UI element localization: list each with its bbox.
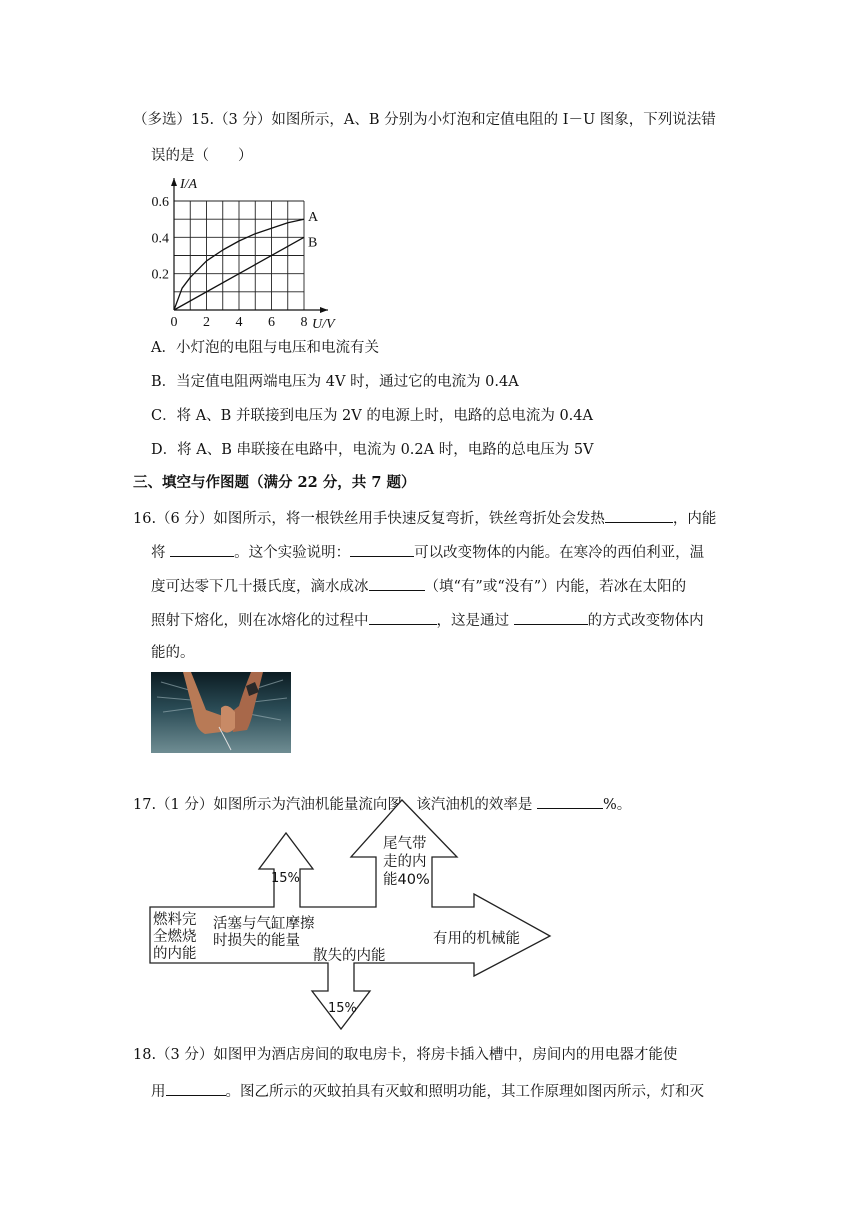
series-label-a: A bbox=[308, 210, 319, 226]
dissipated-heat-label: 散失的内能 bbox=[313, 948, 386, 964]
iu-chart bbox=[140, 172, 370, 332]
q18-line2 bbox=[151, 1080, 704, 1102]
q17-text-a: 17.（1 分）如图所示为汽油机能量流向图，该汽油机的效率是 bbox=[133, 797, 538, 813]
input-energy-line3: 的内能 bbox=[153, 946, 197, 962]
dissipated-heat-percent: 15% bbox=[328, 1001, 357, 1016]
answer-blank[interactable] bbox=[166, 1080, 226, 1096]
friction-loss-line1: 活塞与气缸摩擦 bbox=[213, 916, 315, 932]
q16-text-4b: ，这是通过 bbox=[436, 613, 514, 629]
q15-stem-line1: （多选）15.（3 分）如图所示，A、B 分别为小灯泡和定值电阻的 I－U 图象，下列说法错 bbox=[133, 112, 716, 128]
q16-line3 bbox=[151, 575, 686, 597]
x-tick-label: 8 bbox=[300, 315, 308, 330]
y-tick-label: 0.2 bbox=[151, 267, 169, 283]
q16-text-2a: 将 bbox=[151, 545, 171, 561]
answer-blank[interactable] bbox=[369, 575, 425, 591]
q16-line1 bbox=[133, 507, 716, 529]
answer-blank[interactable] bbox=[514, 609, 588, 625]
q16-text-4a: 照射下熔化，则在冰熔化的过程中 bbox=[151, 613, 369, 629]
y-axis-label: I/A bbox=[180, 177, 198, 192]
x-tick-label: 6 bbox=[268, 315, 275, 330]
q15-option-b: B．当定值电阻两端电压为 4V 时，通过它的电流为 0.4A bbox=[151, 374, 519, 390]
chart-axes bbox=[171, 178, 328, 313]
energy-flow-diagram bbox=[140, 795, 560, 1035]
q15-stem-line2: 误的是（ ） bbox=[151, 148, 253, 164]
x-axis-label: U/V bbox=[312, 317, 335, 332]
exhaust-loss-line1: 尾气带 bbox=[383, 836, 427, 852]
q16-text-4c: 的方式改变物体内 bbox=[587, 613, 704, 629]
answer-blank[interactable] bbox=[170, 541, 234, 557]
q16-text-2c: 可以改变物体的内能。在寒冷的西伯利亚，温 bbox=[414, 545, 705, 561]
wire-bending-photo bbox=[151, 672, 291, 753]
chart-grid bbox=[174, 201, 304, 310]
y-tick-label: 0.6 bbox=[151, 195, 169, 210]
q16-line5: 能的。 bbox=[151, 645, 195, 661]
series-label-b: B bbox=[308, 235, 318, 251]
friction-loss-percent: 15% bbox=[271, 871, 300, 886]
x-tick-label: 2 bbox=[203, 315, 210, 330]
q18-text-2b: 。图乙所示的灭蚊拍具有灭蚊和照明功能，其工作原理如图丙所示，灯和灭 bbox=[225, 1084, 704, 1100]
y-tick-label: 0.4 bbox=[151, 231, 169, 247]
q15-option-c: C．将 A、B 并联接到电压为 2V 的电源上时，电路的总电流为 0.4A bbox=[151, 408, 593, 424]
useful-mechanical-energy: 有用的机械能 bbox=[433, 931, 520, 947]
q16-text-2b: 。这个实验说明： bbox=[234, 545, 351, 561]
exhaust-loss-line3: 能40% bbox=[383, 872, 430, 888]
input-energy-line1: 燃料完 bbox=[153, 912, 197, 928]
q18-text-2a: 用 bbox=[151, 1084, 166, 1100]
q16-line4 bbox=[151, 609, 704, 631]
q16-text-3a: 度可达零下几十摄氏度，滴水成冰 bbox=[151, 579, 369, 595]
q15-option-d: D．将 A、B 串联接在电路中，电流为 0.2A 时，电路的总电压为 5V bbox=[151, 442, 594, 458]
x-tick-label: 4 bbox=[235, 315, 243, 330]
input-energy-line2: 全燃烧 bbox=[153, 929, 197, 945]
q16-text-3b: （填“有”或“没有”）内能，若冰在太阳的 bbox=[424, 579, 687, 595]
energy-flow-arrows bbox=[150, 800, 550, 1029]
answer-blank[interactable] bbox=[350, 541, 414, 557]
q15-option-a: A．小灯泡的电阻与电压和电流有关 bbox=[151, 340, 379, 356]
exhaust-loss-line2: 走的内 bbox=[383, 854, 427, 870]
section3-heading: 三、填空与作图题（满分 22 分，共 7 题） bbox=[133, 474, 416, 491]
answer-blank[interactable] bbox=[605, 507, 673, 523]
x-axis-arrow bbox=[320, 307, 328, 313]
q17-text-b: %。 bbox=[603, 797, 632, 813]
q16-line2 bbox=[151, 541, 704, 563]
q16-text-1b: ，内能 bbox=[672, 511, 717, 527]
chart-ticks bbox=[152, 177, 337, 332]
answer-blank[interactable] bbox=[369, 609, 437, 625]
q18-line1: 18.（3 分）如图甲为酒店房间的取电房卡，将房卡插入槽中，房间内的用电器才能使 bbox=[133, 1047, 678, 1063]
friction-loss-line2: 时损失的能量 bbox=[213, 933, 300, 949]
x-tick-label: 0 bbox=[170, 315, 178, 330]
y-axis-arrow bbox=[171, 178, 177, 186]
q16-text-1a: 16.（6 分）如图所示，将一根铁丝用手快速反复弯折，铁丝弯折处会发热 bbox=[133, 511, 605, 527]
